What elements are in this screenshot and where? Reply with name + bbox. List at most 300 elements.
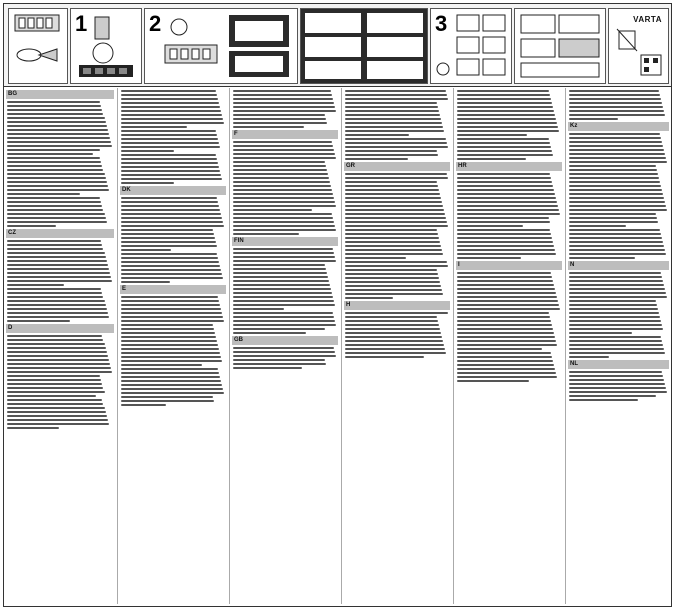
text-line: [233, 264, 325, 266]
text-line: [121, 233, 214, 235]
text-line: [345, 138, 446, 140]
paragraph: [233, 347, 337, 369]
paragraph: [233, 141, 337, 211]
text-line: [233, 145, 333, 147]
text-line: [7, 225, 56, 227]
step-2-panel: [144, 8, 298, 84]
text-column-4: [344, 88, 450, 604]
text-line: [457, 352, 551, 354]
paragraph: [233, 312, 337, 334]
text-line: [121, 110, 221, 112]
text-line: [121, 213, 221, 215]
text-line: [7, 260, 107, 262]
text-line: [457, 245, 554, 247]
text-line: [457, 90, 549, 92]
step-3-number: 3: [435, 11, 448, 36]
text-line: [569, 324, 662, 326]
text-line: [457, 146, 551, 148]
text-line: [7, 359, 109, 361]
text-line: [345, 249, 442, 251]
text-line: [569, 90, 659, 92]
text-line: [121, 308, 221, 310]
paragraph: [7, 335, 113, 397]
recycle-bin-icon: [609, 9, 668, 83]
text-line: [233, 153, 335, 155]
text-line: [345, 189, 439, 191]
text-line: [569, 391, 667, 393]
paragraph: [233, 90, 337, 128]
text-line: [569, 185, 661, 187]
text-line: [569, 241, 663, 243]
text-line: [457, 344, 557, 346]
text-line: [345, 257, 406, 259]
text-line: [345, 297, 393, 299]
text-line: [457, 368, 555, 370]
text-line: [569, 249, 665, 251]
text-line: [233, 347, 334, 349]
brand-panel: [608, 8, 669, 84]
text-line: [233, 284, 330, 286]
text-line: [7, 292, 102, 294]
text-line: [457, 328, 553, 330]
text-line: [569, 316, 660, 318]
text-line: [121, 166, 219, 168]
text-line: [121, 98, 218, 100]
text-line: [569, 145, 663, 147]
text-line: [569, 237, 662, 239]
text-line: [121, 312, 222, 314]
text-line: [233, 94, 332, 96]
text-line: [121, 273, 222, 275]
language-heading: F: [232, 130, 338, 139]
text-line: [233, 225, 335, 227]
text-line: [121, 265, 220, 267]
text-line: [457, 106, 553, 108]
text-line: [121, 344, 218, 346]
text-line: [569, 272, 661, 274]
text-line: [569, 348, 664, 350]
text-line: [7, 101, 100, 103]
text-line: [7, 161, 101, 163]
text-line: [121, 376, 220, 378]
text-line: [345, 356, 424, 358]
text-line: [457, 94, 550, 96]
paragraph: [121, 296, 225, 366]
text-line: [121, 229, 213, 231]
text-line: [7, 137, 110, 139]
text-line: [345, 229, 437, 231]
text-line: [569, 379, 664, 381]
text-line: [457, 110, 554, 112]
text-line: [233, 106, 335, 108]
text-line: [345, 293, 443, 295]
text-line: [233, 300, 334, 302]
text-line: [7, 288, 101, 290]
text-line: [233, 312, 333, 314]
text-line: [569, 352, 665, 354]
text-line: [7, 133, 109, 135]
text-line: [121, 197, 217, 199]
text-line: [345, 253, 443, 255]
paragraph: [569, 272, 668, 334]
text-line: [121, 384, 222, 386]
text-line: [345, 205, 443, 207]
text-line: [457, 221, 550, 223]
text-line: [457, 332, 554, 334]
text-line: [345, 332, 441, 334]
text-line: [457, 320, 551, 322]
text-line: [457, 130, 559, 132]
text-line: [121, 253, 217, 255]
text-line: [7, 387, 103, 389]
text-line: [345, 154, 438, 156]
text-line: [233, 126, 304, 128]
text-line: [7, 371, 112, 373]
text-line: [569, 336, 661, 338]
text-line: [345, 90, 446, 92]
text-line: [7, 177, 106, 179]
text-line: [345, 324, 439, 326]
text-line: [7, 272, 110, 274]
text-line: [457, 364, 554, 366]
text-line: [569, 193, 663, 195]
text-line: [457, 300, 558, 302]
text-line: [121, 340, 217, 342]
text-line: [457, 142, 550, 144]
text-line: [345, 158, 408, 160]
text-line: [345, 110, 439, 112]
text-line: [121, 90, 216, 92]
language-heading: CZ: [6, 229, 114, 238]
text-line: [345, 213, 445, 215]
text-line: [569, 197, 664, 199]
text-line: [233, 268, 326, 270]
paragraph: [569, 336, 668, 358]
text-column-6: [568, 88, 669, 604]
text-line: [7, 185, 108, 187]
text-line: [457, 284, 554, 286]
text-line: [457, 340, 556, 342]
paragraph: [457, 352, 561, 382]
text-line: [457, 296, 557, 298]
text-line: [233, 260, 336, 262]
text-line: [7, 197, 100, 199]
text-line: [233, 217, 333, 219]
text-line: [7, 153, 93, 155]
text-line: [569, 114, 665, 116]
text-line: [569, 312, 659, 314]
text-line: [457, 376, 557, 378]
text-line: [7, 113, 103, 115]
text-line: [233, 90, 331, 92]
text-line: [233, 272, 327, 274]
paragraph: [121, 130, 225, 152]
text-line: [233, 229, 336, 231]
text-line: [7, 248, 103, 250]
text-line: [569, 110, 664, 112]
language-heading: I: [456, 261, 562, 270]
text-line: [457, 205, 558, 207]
text-line: [233, 157, 336, 159]
language-heading: GB: [232, 336, 338, 345]
text-line: [121, 126, 187, 128]
text-line: [121, 348, 219, 350]
text-line: [345, 94, 447, 96]
text-line: [569, 304, 657, 306]
text-line: [457, 272, 551, 274]
text-line: [457, 177, 551, 179]
text-line: [7, 105, 101, 107]
text-line: [569, 157, 666, 159]
text-line: [569, 169, 657, 171]
paragraph: [457, 90, 561, 136]
text-line: [457, 114, 555, 116]
illustration-strip: [4, 4, 671, 87]
text-line: [233, 118, 326, 120]
text-line: [7, 149, 100, 151]
text-line: [457, 229, 550, 231]
text-line: [121, 138, 218, 140]
text-line: [121, 261, 219, 263]
text-line: [569, 225, 626, 227]
text-line: [7, 308, 107, 310]
text-line: [345, 320, 438, 322]
text-line: [457, 360, 553, 362]
text-line: [121, 158, 217, 160]
text-line: [121, 142, 219, 144]
text-line: [121, 380, 221, 382]
language-heading: BG: [6, 90, 114, 99]
step-3-panel: [430, 8, 512, 84]
text-line: [7, 125, 107, 127]
text-line: [121, 130, 216, 132]
text-line: [233, 141, 332, 143]
text-line: [7, 339, 103, 341]
text-line: [457, 241, 553, 243]
paragraph: [121, 197, 225, 251]
paragraph: [7, 399, 113, 429]
text-line: [7, 209, 103, 211]
paragraph: [569, 90, 668, 120]
text-line: [233, 328, 325, 330]
text-line: [345, 237, 439, 239]
text-line: [121, 388, 223, 390]
text-line: [121, 392, 224, 394]
text-line: [121, 118, 223, 120]
text-line: [345, 328, 440, 330]
text-line: [569, 161, 667, 163]
text-line: [345, 209, 444, 211]
text-column-3: [232, 88, 338, 604]
text-line: [121, 396, 213, 398]
text-line: [121, 324, 213, 326]
text-line: [121, 336, 216, 338]
text-line: [121, 146, 220, 148]
text-line: [233, 304, 335, 306]
text-line: [569, 257, 635, 259]
text-line: [7, 165, 102, 167]
text-line: [233, 205, 336, 207]
text-line: [345, 348, 445, 350]
text-line: [569, 205, 666, 207]
text-line: [345, 221, 447, 223]
text-line: [345, 241, 440, 243]
text-line: [233, 177, 329, 179]
text-line: [7, 157, 100, 159]
text-line: [121, 170, 220, 172]
text-line: [345, 122, 442, 124]
text-line: [7, 375, 100, 377]
text-line: [457, 324, 552, 326]
text-line: [233, 280, 329, 282]
text-line: [457, 225, 523, 227]
text-line: [7, 280, 112, 282]
text-line: [7, 383, 102, 385]
text-line: [345, 285, 441, 287]
text-line: [7, 121, 106, 123]
text-line: [7, 411, 106, 413]
text-line: [233, 296, 333, 298]
text-line: [121, 300, 219, 302]
text-line: [345, 201, 442, 203]
text-line: [233, 102, 334, 104]
text-line: [233, 197, 334, 199]
text-line: [121, 221, 223, 223]
text-line: [121, 368, 218, 370]
text-line: [569, 356, 609, 358]
text-line: [345, 126, 443, 128]
insert-batteries-illustration: [145, 9, 297, 83]
text-line: [121, 237, 215, 239]
text-line: [345, 217, 446, 219]
text-line: [7, 419, 108, 421]
text-line: [7, 189, 109, 191]
text-line: [7, 427, 59, 429]
text-line: [569, 149, 664, 151]
text-line: [7, 423, 109, 425]
text-line: [121, 296, 218, 298]
text-line: [7, 296, 103, 298]
text-line: [233, 189, 332, 191]
text-line: [121, 178, 222, 180]
text-line: [569, 209, 667, 211]
text-line: [569, 106, 663, 108]
text-column-1: [6, 88, 114, 604]
text-line: [7, 351, 107, 353]
text-line: [233, 110, 336, 112]
text-line: [121, 281, 170, 283]
product-overview-panel: [8, 8, 68, 84]
text-line: [569, 387, 666, 389]
text-line: [569, 153, 665, 155]
text-line: [457, 181, 552, 183]
text-line: [7, 395, 96, 397]
text-line: [7, 205, 102, 207]
text-line: [457, 173, 550, 175]
text-line: [121, 122, 224, 124]
text-line: [345, 340, 443, 342]
text-line: [569, 292, 666, 294]
text-line: [345, 118, 441, 120]
text-line: [457, 257, 521, 259]
text-line: [569, 344, 663, 346]
text-line: [457, 217, 549, 219]
text-line: [233, 221, 334, 223]
text-line: [569, 332, 632, 334]
paragraph: [457, 272, 561, 350]
text-line: [233, 316, 334, 318]
step-2-number: 2: [149, 11, 162, 36]
text-line: [7, 145, 112, 147]
text-line: [121, 316, 223, 318]
text-line: [345, 312, 448, 314]
text-line: [7, 379, 101, 381]
text-line: [121, 277, 223, 279]
text-line: [233, 276, 328, 278]
text-line: [457, 316, 550, 318]
text-line: [569, 229, 660, 231]
text-line: [569, 165, 656, 167]
text-line: [7, 129, 108, 131]
charging-diagram-panel: [514, 8, 606, 84]
paragraph: [457, 229, 561, 259]
text-line: [233, 252, 334, 254]
text-line: [457, 102, 552, 104]
paragraph: [569, 133, 668, 227]
language-heading: DK: [120, 186, 226, 195]
text-line: [233, 213, 332, 215]
text-line: [457, 249, 555, 251]
text-line: [121, 150, 174, 152]
text-line: [345, 277, 439, 279]
led-indicator-panel: [300, 8, 428, 84]
text-line: [569, 133, 660, 135]
text-line: [345, 233, 438, 235]
paragraph: [457, 173, 561, 227]
text-line: [233, 149, 334, 151]
text-line: [7, 117, 105, 119]
language-heading: HR: [456, 162, 562, 171]
text-line: [121, 404, 166, 406]
paragraph: [121, 253, 225, 283]
text-line: [7, 252, 105, 254]
language-heading: FIN: [232, 237, 338, 246]
text-line: [345, 273, 438, 275]
text-line: [569, 189, 662, 191]
text-line: [345, 352, 446, 354]
text-line: [7, 284, 64, 286]
text-line: [569, 328, 663, 330]
paragraph: [569, 371, 668, 401]
step-1-panel: [70, 8, 142, 84]
text-line: [121, 352, 220, 354]
battery-pack-icon: [9, 9, 67, 83]
text-line: [457, 158, 526, 160]
text-line: [121, 400, 214, 402]
text-line: [457, 122, 557, 124]
text-line: [121, 154, 216, 156]
text-line: [7, 355, 108, 357]
text-line: [233, 173, 328, 175]
text-line: [457, 134, 527, 136]
language-heading: NL: [568, 360, 669, 369]
text-line: [345, 142, 447, 144]
text-line: [457, 201, 557, 203]
text-line: [345, 289, 442, 291]
text-line: [569, 399, 638, 401]
text-line: [121, 372, 219, 374]
led-indicator-icon: [301, 9, 427, 83]
